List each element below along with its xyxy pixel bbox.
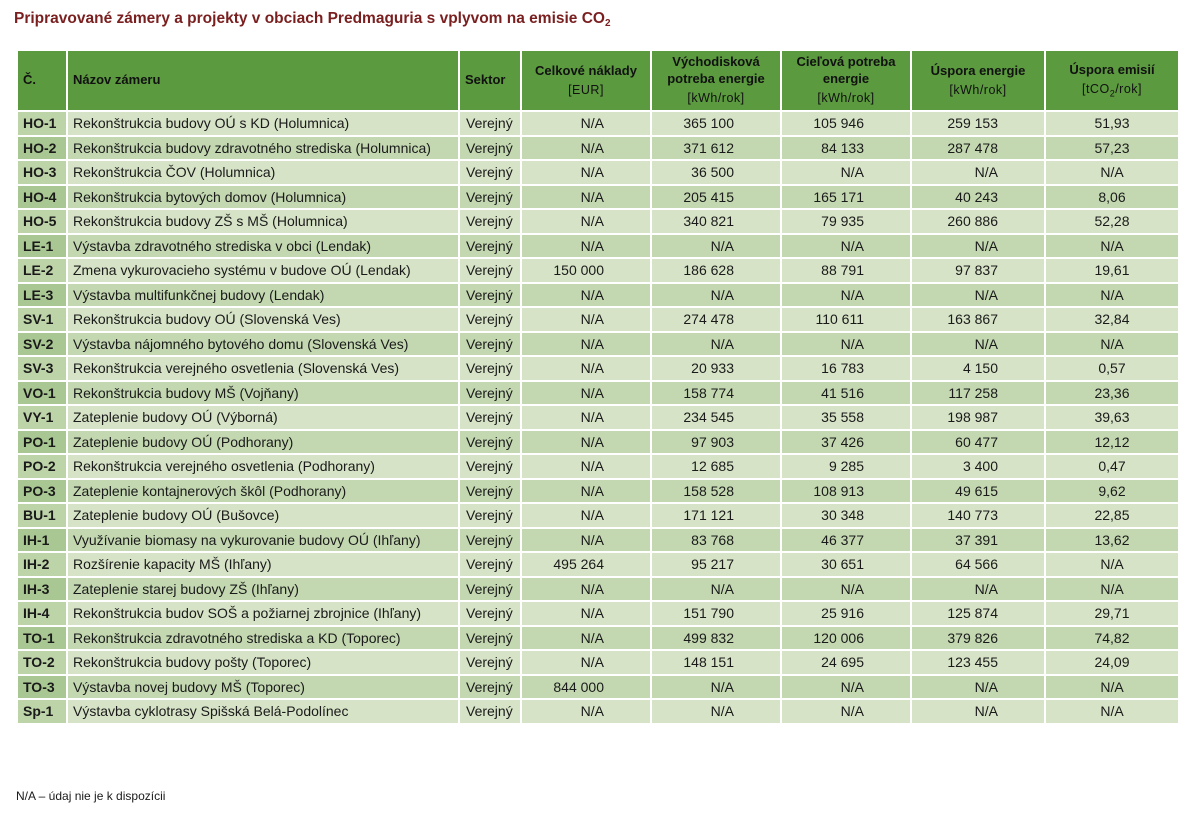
- cell-costs: N/A: [521, 356, 651, 381]
- cell-saving: 64 566: [911, 552, 1045, 577]
- cell-emission: 32,84: [1045, 307, 1179, 332]
- cell-name: Rozšírenie kapacity MŠ (Ihľany): [67, 552, 459, 577]
- cell-emission: 22,85: [1045, 503, 1179, 528]
- cell-costs: N/A: [521, 136, 651, 161]
- cell-sector: Verejný: [459, 185, 521, 210]
- cell-target: 88 791: [781, 258, 911, 283]
- cell-baseline: N/A: [651, 699, 781, 724]
- cell-baseline: N/A: [651, 283, 781, 308]
- cell-saving: N/A: [911, 332, 1045, 357]
- header-baseline-unit: [kWh/rok]: [687, 90, 745, 105]
- cell-costs: N/A: [521, 234, 651, 259]
- cell-code: LE-3: [17, 283, 67, 308]
- cell-sector: Verejný: [459, 332, 521, 357]
- table-title: [14, 10, 611, 29]
- table-row: [17, 136, 1179, 161]
- cell-name: Zateplenie budovy OÚ (Podhorany): [67, 430, 459, 455]
- cell-costs: 150 000: [521, 258, 651, 283]
- header-emission: [1045, 50, 1179, 111]
- cell-target: 35 558: [781, 405, 911, 430]
- cell-code: IH-2: [17, 552, 67, 577]
- header-target-unit: [kWh/rok]: [817, 90, 875, 105]
- cell-target: 41 516: [781, 381, 911, 406]
- cell-costs: N/A: [521, 528, 651, 553]
- cell-target: 30 651: [781, 552, 911, 577]
- cell-baseline: 95 217: [651, 552, 781, 577]
- cell-saving: 40 243: [911, 185, 1045, 210]
- cell-name: Rekonštrukcia ČOV (Holumnica): [67, 160, 459, 185]
- header-target-label: Cieľová potreba energie: [796, 54, 896, 86]
- header-emission-unit: [1046, 82, 1178, 100]
- cell-saving: N/A: [911, 283, 1045, 308]
- cell-costs: N/A: [521, 381, 651, 406]
- table-row: [17, 528, 1179, 553]
- cell-sector: Verejný: [459, 577, 521, 602]
- cell-costs: N/A: [521, 185, 651, 210]
- cell-target: 84 133: [781, 136, 911, 161]
- cell-emission: 24,09: [1045, 650, 1179, 675]
- table-row: [17, 381, 1179, 406]
- header-sector: Sektor: [459, 50, 521, 111]
- cell-emission: 74,82: [1045, 626, 1179, 651]
- cell-costs: N/A: [521, 111, 651, 136]
- projects-table: [16, 49, 1180, 725]
- cell-code: SV-1: [17, 307, 67, 332]
- cell-baseline: 12 685: [651, 454, 781, 479]
- cell-emission: N/A: [1045, 675, 1179, 700]
- table-row: [17, 307, 1179, 332]
- table-row: [17, 626, 1179, 651]
- cell-sector: Verejný: [459, 650, 521, 675]
- cell-code: HO-4: [17, 185, 67, 210]
- cell-costs: N/A: [521, 405, 651, 430]
- cell-emission: N/A: [1045, 577, 1179, 602]
- cell-baseline: 205 415: [651, 185, 781, 210]
- cell-code: HO-1: [17, 111, 67, 136]
- cell-target: 24 695: [781, 650, 911, 675]
- cell-name: Rekonštrukcia budovy zdravotného strediska (Holumnica): [67, 136, 459, 161]
- cell-code: IH-4: [17, 601, 67, 626]
- cell-name: Výstavba nájomného bytového domu (Slovenská Ves): [67, 332, 459, 357]
- cell-costs: N/A: [521, 454, 651, 479]
- header-saving-unit: [kWh/rok]: [949, 82, 1007, 97]
- cell-saving: 123 455: [911, 650, 1045, 675]
- cell-sector: Verejný: [459, 258, 521, 283]
- cell-baseline: 97 903: [651, 430, 781, 455]
- cell-name: Zateplenie budovy OÚ (Výborná): [67, 405, 459, 430]
- cell-emission: N/A: [1045, 552, 1179, 577]
- table-row: [17, 234, 1179, 259]
- cell-name: Rekonštrukcia verejného osvetlenia (Podhorany): [67, 454, 459, 479]
- cell-target: 165 171: [781, 185, 911, 210]
- cell-saving: 97 837: [911, 258, 1045, 283]
- table-row: [17, 601, 1179, 626]
- cell-saving: 3 400: [911, 454, 1045, 479]
- cell-saving: 140 773: [911, 503, 1045, 528]
- cell-target: 105 946: [781, 111, 911, 136]
- cell-code: LE-2: [17, 258, 67, 283]
- cell-target: N/A: [781, 332, 911, 357]
- cell-code: VO-1: [17, 381, 67, 406]
- table-row: [17, 356, 1179, 381]
- cell-code: IH-3: [17, 577, 67, 602]
- cell-baseline: 158 774: [651, 381, 781, 406]
- cell-baseline: N/A: [651, 234, 781, 259]
- cell-emission: 57,23: [1045, 136, 1179, 161]
- cell-baseline: 365 100: [651, 111, 781, 136]
- cell-name: Rekonštrukcia budov SOŠ a požiarnej zbrojnice (Ihľany): [67, 601, 459, 626]
- cell-saving: 49 615: [911, 479, 1045, 504]
- cell-costs: 495 264: [521, 552, 651, 577]
- cell-target: N/A: [781, 675, 911, 700]
- cell-target: 108 913: [781, 479, 911, 504]
- cell-emission: 51,93: [1045, 111, 1179, 136]
- cell-code: PO-2: [17, 454, 67, 479]
- cell-code: Sp-1: [17, 699, 67, 724]
- cell-code: BU-1: [17, 503, 67, 528]
- cell-saving: N/A: [911, 234, 1045, 259]
- cell-code: VY-1: [17, 405, 67, 430]
- cell-costs: N/A: [521, 601, 651, 626]
- cell-saving: 117 258: [911, 381, 1045, 406]
- cell-code: HO-2: [17, 136, 67, 161]
- cell-target: 30 348: [781, 503, 911, 528]
- cell-sector: Verejný: [459, 356, 521, 381]
- cell-baseline: 171 121: [651, 503, 781, 528]
- cell-target: 46 377: [781, 528, 911, 553]
- header-baseline: [651, 50, 781, 111]
- cell-name: Rekonštrukcia budovy OÚ s KD (Holumnica): [67, 111, 459, 136]
- cell-name: Rekonštrukcia budovy OÚ (Slovenská Ves): [67, 307, 459, 332]
- cell-name: Využívanie biomasy na vykurovanie budovy OÚ (Ihľany): [67, 528, 459, 553]
- cell-emission: 52,28: [1045, 209, 1179, 234]
- cell-emission: 12,12: [1045, 430, 1179, 455]
- cell-costs: N/A: [521, 650, 651, 675]
- cell-costs: N/A: [521, 209, 651, 234]
- cell-name: Rekonštrukcia budovy ZŠ s MŠ (Holumnica): [67, 209, 459, 234]
- header-costs-label: Celkové náklady: [535, 62, 637, 78]
- cell-name: Rekonštrukcia verejného osvetlenia (Slovenská Ves): [67, 356, 459, 381]
- cell-name: Zmena vykurovacieho systému v budove OÚ (Lendak): [67, 258, 459, 283]
- cell-costs: N/A: [521, 699, 651, 724]
- cell-baseline: N/A: [651, 675, 781, 700]
- cell-saving: N/A: [911, 160, 1045, 185]
- cell-code: LE-1: [17, 234, 67, 259]
- footnote: N/A – údaj nie je k dispozícii: [16, 789, 166, 803]
- cell-emission: 0,57: [1045, 356, 1179, 381]
- cell-target: 37 426: [781, 430, 911, 455]
- cell-sector: Verejný: [459, 528, 521, 553]
- cell-costs: N/A: [521, 430, 651, 455]
- cell-code: TO-3: [17, 675, 67, 700]
- cell-name: Výstavba multifunkčnej budovy (Lendak): [67, 283, 459, 308]
- cell-target: 110 611: [781, 307, 911, 332]
- table-row: [17, 185, 1179, 210]
- cell-costs: N/A: [521, 503, 651, 528]
- cell-sector: Verejný: [459, 209, 521, 234]
- cell-name: Výstavba novej budovy MŠ (Toporec): [67, 675, 459, 700]
- cell-code: TO-1: [17, 626, 67, 651]
- header-baseline-label: Východisková potreba energie: [667, 54, 765, 86]
- cell-sector: Verejný: [459, 454, 521, 479]
- cell-emission: 0,47: [1045, 454, 1179, 479]
- cell-saving: 198 987: [911, 405, 1045, 430]
- table-row: [17, 332, 1179, 357]
- cell-name: Rekonštrukcia zdravotného strediska a KD (Toporec): [67, 626, 459, 651]
- cell-target: 25 916: [781, 601, 911, 626]
- cell-baseline: 36 500: [651, 160, 781, 185]
- cell-costs: N/A: [521, 479, 651, 504]
- cell-emission: N/A: [1045, 283, 1179, 308]
- cell-code: HO-5: [17, 209, 67, 234]
- cell-code: PO-3: [17, 479, 67, 504]
- table-row: [17, 111, 1179, 136]
- cell-emission: N/A: [1045, 234, 1179, 259]
- cell-baseline: 158 528: [651, 479, 781, 504]
- header-name: Názov zámeru: [67, 50, 459, 111]
- cell-saving: 260 886: [911, 209, 1045, 234]
- cell-costs: N/A: [521, 283, 651, 308]
- cell-baseline: 499 832: [651, 626, 781, 651]
- table-row: [17, 577, 1179, 602]
- cell-target: N/A: [781, 160, 911, 185]
- header-emission-unit-pre: [tCO: [1081, 81, 1110, 96]
- cell-costs: N/A: [521, 160, 651, 185]
- cell-baseline: 20 933: [651, 356, 781, 381]
- cell-saving: 37 391: [911, 528, 1045, 553]
- table-row: [17, 650, 1179, 675]
- cell-sector: Verejný: [459, 307, 521, 332]
- table-row: [17, 454, 1179, 479]
- cell-emission: N/A: [1045, 699, 1179, 724]
- table-body: [17, 111, 1179, 724]
- cell-costs: N/A: [521, 626, 651, 651]
- cell-target: N/A: [781, 234, 911, 259]
- cell-baseline: 148 151: [651, 650, 781, 675]
- cell-code: SV-2: [17, 332, 67, 357]
- cell-name: Výstavba zdravotného strediska v obci (Lendak): [67, 234, 459, 259]
- header-saving: [911, 50, 1045, 111]
- cell-emission: 19,61: [1045, 258, 1179, 283]
- cell-sector: Verejný: [459, 160, 521, 185]
- table-title-text: Pripravované zámery a projekty v obciach Predmaguria s vplyvom na emisie CO: [14, 10, 605, 27]
- cell-sector: Verejný: [459, 234, 521, 259]
- table-row: [17, 430, 1179, 455]
- cell-code: TO-2: [17, 650, 67, 675]
- cell-emission: N/A: [1045, 160, 1179, 185]
- cell-sector: Verejný: [459, 601, 521, 626]
- cell-saving: 379 826: [911, 626, 1045, 651]
- cell-saving: 60 477: [911, 430, 1045, 455]
- cell-sector: Verejný: [459, 405, 521, 430]
- cell-costs: N/A: [521, 577, 651, 602]
- cell-saving: N/A: [911, 699, 1045, 724]
- cell-name: Zateplenie kontajnerových škôl (Podhorany): [67, 479, 459, 504]
- header-saving-label: Úspora energie: [930, 62, 1026, 78]
- cell-costs: N/A: [521, 332, 651, 357]
- cell-code: PO-1: [17, 430, 67, 455]
- cell-emission: 29,71: [1045, 601, 1179, 626]
- cell-name: Rekonštrukcia budovy MŠ (Vojňany): [67, 381, 459, 406]
- cell-baseline: 234 545: [651, 405, 781, 430]
- header-target: [781, 50, 911, 111]
- cell-name: Rekonštrukcia bytových domov (Holumnica): [67, 185, 459, 210]
- cell-emission: 39,63: [1045, 405, 1179, 430]
- table-row: [17, 503, 1179, 528]
- cell-saving: 125 874: [911, 601, 1045, 626]
- table-row: [17, 552, 1179, 577]
- header-costs: [521, 50, 651, 111]
- cell-sector: Verejný: [459, 626, 521, 651]
- cell-baseline: N/A: [651, 577, 781, 602]
- table-title-subscript: 2: [604, 18, 611, 29]
- cell-emission: N/A: [1045, 332, 1179, 357]
- table-row: [17, 479, 1179, 504]
- cell-sector: Verejný: [459, 552, 521, 577]
- cell-sector: Verejný: [459, 136, 521, 161]
- table-header: [17, 50, 1179, 111]
- cell-name: Rekonštrukcia budovy pošty (Toporec): [67, 650, 459, 675]
- cell-saving: 4 150: [911, 356, 1045, 381]
- cell-sector: Verejný: [459, 699, 521, 724]
- cell-target: N/A: [781, 283, 911, 308]
- table-row: [17, 209, 1179, 234]
- cell-emission: 8,06: [1045, 185, 1179, 210]
- cell-name: Výstavba cyklotrasy Spišská Belá-Podolínec: [67, 699, 459, 724]
- table-row: [17, 160, 1179, 185]
- cell-costs: 844 000: [521, 675, 651, 700]
- cell-saving: 287 478: [911, 136, 1045, 161]
- cell-sector: Verejný: [459, 675, 521, 700]
- cell-emission: 23,36: [1045, 381, 1179, 406]
- cell-target: 16 783: [781, 356, 911, 381]
- header-costs-unit: [EUR]: [568, 82, 604, 97]
- cell-baseline: N/A: [651, 332, 781, 357]
- cell-emission: 13,62: [1045, 528, 1179, 553]
- header-emission-label: Úspora emisií: [1069, 61, 1155, 77]
- cell-code: SV-3: [17, 356, 67, 381]
- cell-baseline: 340 821: [651, 209, 781, 234]
- cell-sector: Verejný: [459, 283, 521, 308]
- cell-code: HO-3: [17, 160, 67, 185]
- cell-sector: Verejný: [459, 381, 521, 406]
- cell-code: IH-1: [17, 528, 67, 553]
- cell-target: 79 935: [781, 209, 911, 234]
- header-emission-unit-post: /rok]: [1115, 81, 1143, 96]
- cell-baseline: 186 628: [651, 258, 781, 283]
- table-row: [17, 699, 1179, 724]
- cell-saving: N/A: [911, 577, 1045, 602]
- cell-emission: 9,62: [1045, 479, 1179, 504]
- cell-sector: Verejný: [459, 111, 521, 136]
- table-row: [17, 283, 1179, 308]
- cell-target: N/A: [781, 577, 911, 602]
- cell-costs: N/A: [521, 307, 651, 332]
- table-row: [17, 258, 1179, 283]
- cell-baseline: 151 790: [651, 601, 781, 626]
- cell-baseline: 274 478: [651, 307, 781, 332]
- cell-target: N/A: [781, 699, 911, 724]
- header-code: Č.: [17, 50, 67, 111]
- cell-sector: Verejný: [459, 503, 521, 528]
- table-row: [17, 675, 1179, 700]
- cell-name: Zateplenie budovy OÚ (Bušovce): [67, 503, 459, 528]
- cell-saving: 163 867: [911, 307, 1045, 332]
- cell-saving: 259 153: [911, 111, 1045, 136]
- cell-baseline: 371 612: [651, 136, 781, 161]
- cell-sector: Verejný: [459, 479, 521, 504]
- cell-target: 120 006: [781, 626, 911, 651]
- cell-sector: Verejný: [459, 430, 521, 455]
- cell-saving: N/A: [911, 675, 1045, 700]
- cell-baseline: 83 768: [651, 528, 781, 553]
- cell-name: Zateplenie starej budovy ZŠ (Ihľany): [67, 577, 459, 602]
- table-row: [17, 405, 1179, 430]
- header-emission-unit-sub: 2: [1109, 88, 1116, 99]
- cell-target: 9 285: [781, 454, 911, 479]
